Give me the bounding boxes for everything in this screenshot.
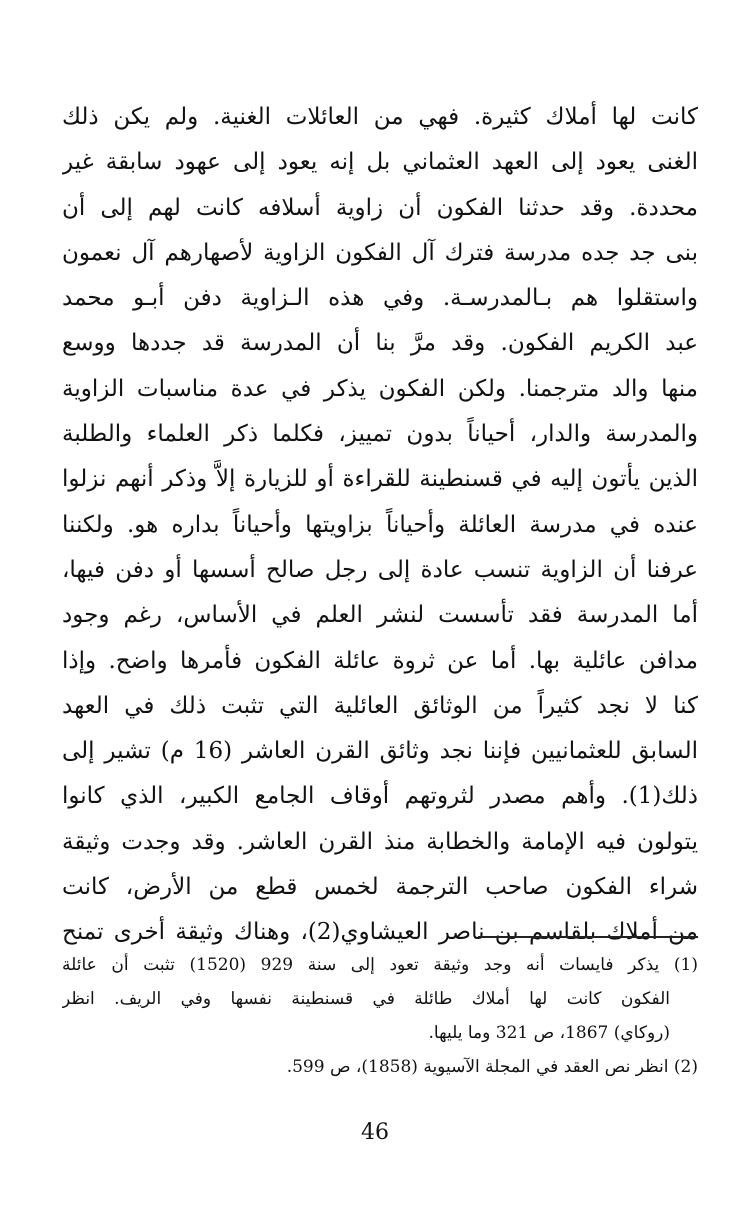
text-line: واستقلوا هم بـالمدرسـة. وفي هذه الـزاوية دفن أبـو محمد: [62, 285, 698, 312]
footnote-1-line: (1) يذكر فايسات أنه وجد وثيقة تعود إلى سنة 929 (1520) تثبت أن عائلة: [62, 955, 698, 975]
main-text: [62, 95, 698, 956]
text-line: أما المدرسة فقد تأسست لنشر العلم في الأساس، رغم وجود: [62, 602, 698, 629]
text-line: الذين يأتون إليه في قسنطينة للقراءة أو للزيارة إلاَّ وذكر أنهم نزلوا: [62, 466, 698, 493]
text-line: عبد الكريم الفكون. وقد مرَّ بنا أن المدرسة قد جددها ووسع: [62, 330, 698, 357]
page-number: 46: [361, 1120, 389, 1145]
footnote-1-line: الفكون كانت لها أملاك طائلة في قسنطينة نفسها وفي الريف. انظر: [62, 989, 670, 1009]
text-line: يتولون فيه الإمامة والخطابة منذ القرن العاشر. وقد وجدت وثيقة: [62, 828, 698, 855]
footnote-1-line: (روكاي) 1867، ص 321 وما يليها.: [428, 1023, 670, 1043]
footnote-2-line: (2) انظر نص العقد في المجلة الآسيوية (1858)، ص 599.: [286, 1057, 698, 1077]
text-line: كانت لها أملاك كثيرة. فهي من العائلات الغنية. ولم يكن ذلك: [62, 104, 698, 130]
footnote-separator: [478, 936, 698, 938]
text-line: من أملاك بلقاسم بن ناصر العيشاوي(2)، وهناك وثيقة أخرى تمنح: [62, 919, 698, 946]
text-line: ذلك(1). وأهم مصدر لثروتهم أوقاف الجامع الكبير، الذي كانوا: [62, 783, 698, 810]
text-line: والمدرسة والدار، أحياناً بدون تمييز، فكلما ذكر العلماء والطلبة: [62, 421, 698, 448]
text-line: الغنى يعود إلى العهد العثماني بل إنه يعود إلى عهود سابقة غير: [62, 149, 698, 176]
text-line: شراء الفكون صاحب الترجمة لخمس قطع من الأرض، كانت: [62, 874, 698, 901]
footnotes: [62, 948, 698, 1084]
text-line: عنده في مدرسة العائلة وأحياناً بزاويتها وأحياناً بداره هو. ولكننا: [62, 511, 698, 538]
text-line: منها والد مترجمنا. ولكن الفكون يذكر في عدة مناسبات الزاوية: [62, 375, 698, 402]
text-line: عرفنا أن الزاوية تنسب عادة إلى رجل صالح أسسها أو دفن فيها،: [62, 556, 698, 583]
text-line: بنى جد جده مدرسة فترك آل الفكون الزاوية لأصهارهم آل نعمون: [62, 239, 698, 266]
text-line: السابق للعثمانيين فإننا نجد وثائق القرن العاشر (16 م) تشير إلى: [62, 738, 698, 765]
text-line: محددة. وقد حدثنا الفكون أن زاوية أسلافه كانت لهم إلى أن: [62, 194, 698, 221]
text-line: كنا لا نجد كثيراً من الوثائق العائلية التي تثبت ذلك في العهد: [62, 692, 698, 719]
text-line: مدافن عائلية بها. أما عن ثروة عائلة الفكون فأمرها واضح. وإذا: [62, 647, 698, 674]
